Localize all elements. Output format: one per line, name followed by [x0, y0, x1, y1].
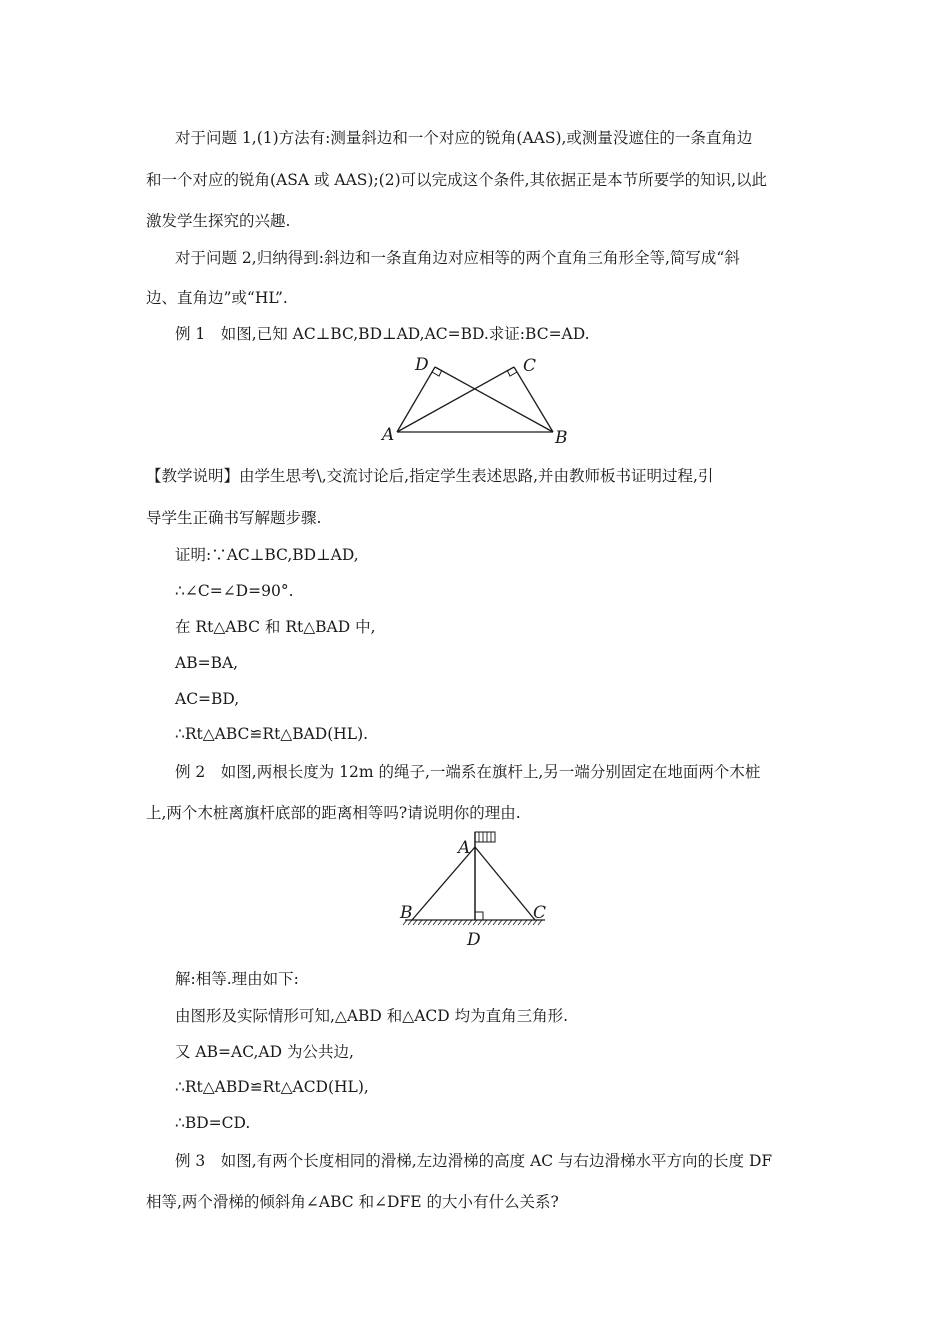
solution-line-2: 由图形及实际情形可知,△ABD 和△ACD 均为直角三角形. [175, 1007, 569, 1025]
label-b: B [555, 428, 568, 448]
proof-line-5: AC=BD, [175, 690, 240, 708]
segment-ad [397, 367, 435, 432]
segment-db [435, 367, 553, 432]
paragraph-problem1-line3: 激发学生探究的兴趣. [146, 212, 291, 230]
ground-hatching [403, 920, 542, 925]
label-a: A [382, 425, 395, 445]
example1-statement: 例 1 如图,已知 AC⊥BC,BD⊥AD,AC=BD.求证:BC=AD. [175, 325, 590, 343]
solution-line-4: ∴Rt△ABD≌Rt△ACD(HL), [175, 1078, 369, 1096]
segment-ac [397, 367, 514, 432]
example3-statement-line1: 例 3 如图,有两个长度相同的滑梯,左边滑梯的高度 AC 与右边滑梯水平方向的长度 DF [175, 1152, 773, 1170]
paragraph-problem2-line2: 边、直角边”或“HL”. [146, 289, 288, 307]
solution-line-5: ∴BD=CD. [175, 1114, 251, 1132]
solution-line-3: 又 AB=AC,AD 为公共边, [175, 1043, 354, 1061]
right-angle-mark-d [432, 370, 442, 376]
label-b: B [400, 903, 413, 923]
rope-ac [475, 847, 535, 920]
proof-line-1: 证明:∵AC⊥BC,BD⊥AD, [175, 546, 359, 564]
segment-cb [514, 367, 553, 432]
paragraph-problem1-line2: 和一个对应的锐角(ASA 或 AAS);(2)可以完成这个条件,其依据正是本节所要学的知识,以此 [146, 171, 767, 189]
paragraph-problem1-line1: 对于问题 1,(1)方法有:测量斜边和一个对应的锐角(AAS),或测量没遮住的一条直角边 [175, 129, 753, 147]
label-c: C [533, 903, 547, 923]
example2-statement-line1: 例 2 如图,两根长度为 12m 的绳子,一端系在旗杆上,另一端分别固定在地面两个木桩 [175, 763, 761, 781]
label-d: D [467, 930, 481, 950]
teaching-note-line1: 【教学说明】由学生思考\,交流讨论后,指定学生表述思路,并由教师板书证明过程,引 [146, 467, 714, 485]
proof-line-4: AB=BA, [175, 654, 239, 672]
example3-statement-line2: 相等,两个滑梯的倾斜角∠ABC 和∠DFE 的大小有什么关系? [146, 1193, 559, 1211]
proof-line-3: 在 Rt△ABC 和 Rt△BAD 中, [175, 618, 376, 636]
label-d: D [415, 355, 429, 375]
label-c: C [523, 356, 537, 376]
label-a: A [458, 838, 471, 858]
figure-example1 [370, 350, 590, 450]
proof-line-2: ∴∠C=∠D=90°. [175, 582, 294, 600]
teaching-note-line2: 导学生正确书写解题步骤. [146, 509, 322, 527]
proof-line-6: ∴Rt△ABC≌Rt△BAD(HL). [175, 725, 369, 743]
example2-statement-line2: 上,两个木桩离旗杆底部的距离相等吗?请说明你的理由. [146, 804, 521, 822]
right-angle-mark-d [475, 912, 483, 920]
right-angle-mark-c [507, 370, 517, 376]
figure-example2 [395, 827, 555, 952]
paragraph-problem2-line1: 对于问题 2,归纳得到:斜边和一条直角边对应相等的两个直角三角形全等,简写成“斜 [175, 249, 740, 267]
flag-rect [475, 832, 495, 842]
solution-line-1: 解:相等.理由如下: [175, 970, 299, 988]
